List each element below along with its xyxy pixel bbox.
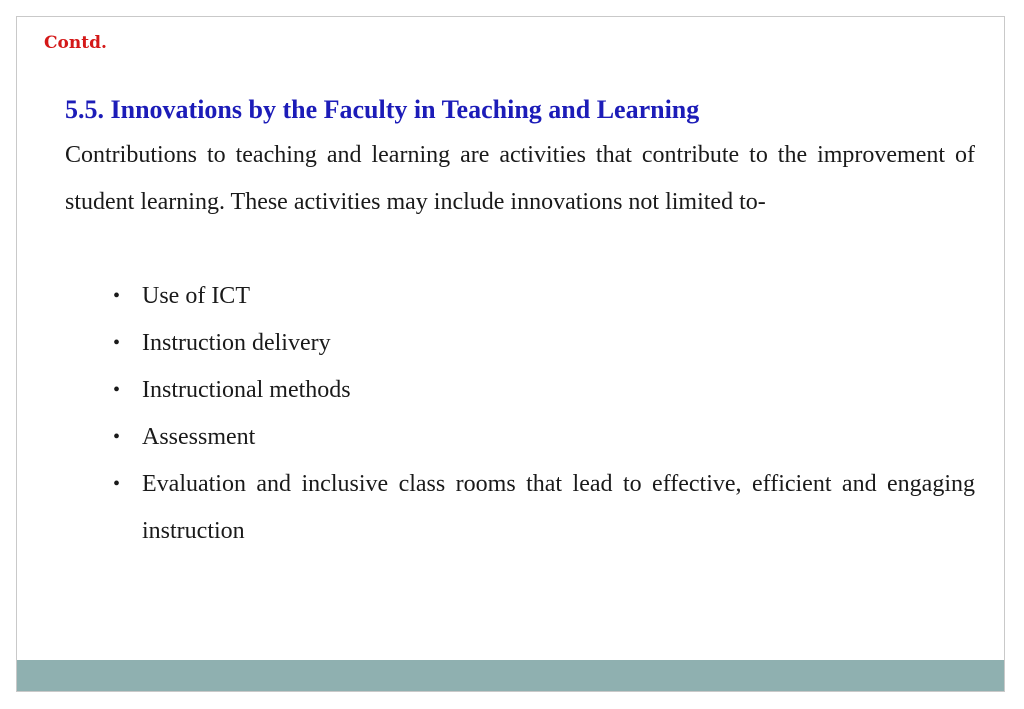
slide [16, 16, 1005, 692]
bullet-item [113, 273, 975, 320]
bullet-text: Assessment [142, 424, 256, 450]
bullet-item [113, 367, 975, 414]
bullet-item [113, 461, 975, 555]
intro-paragraph: Contributions to teaching and learning are activities that contribute to the improvement of student learning. These activities may include innovations not limited to- [65, 142, 975, 215]
bullet-list [113, 273, 975, 555]
bullet-text: Use of ICT [142, 283, 250, 309]
footer-bar [17, 660, 1004, 691]
bullet-dot-icon: • [113, 285, 121, 307]
bullet-item [113, 414, 975, 461]
bullet-text: Instruction delivery [142, 330, 331, 356]
bullet-item [113, 320, 975, 367]
bullet-dot-icon: • [113, 379, 121, 401]
bullet-text: Evaluation and inclusive class rooms that lead to effective, efficient and engaging instruction [142, 471, 975, 544]
bullet-text: Instructional methods [142, 377, 351, 403]
contd-label: Contd. [44, 33, 107, 53]
bullet-dot-icon: • [113, 332, 121, 354]
bullet-dot-icon: • [113, 426, 121, 448]
bullet-dot-icon: • [113, 473, 121, 495]
section-heading: 5.5. Innovations by the Faculty in Teaching and Learning [65, 95, 700, 124]
